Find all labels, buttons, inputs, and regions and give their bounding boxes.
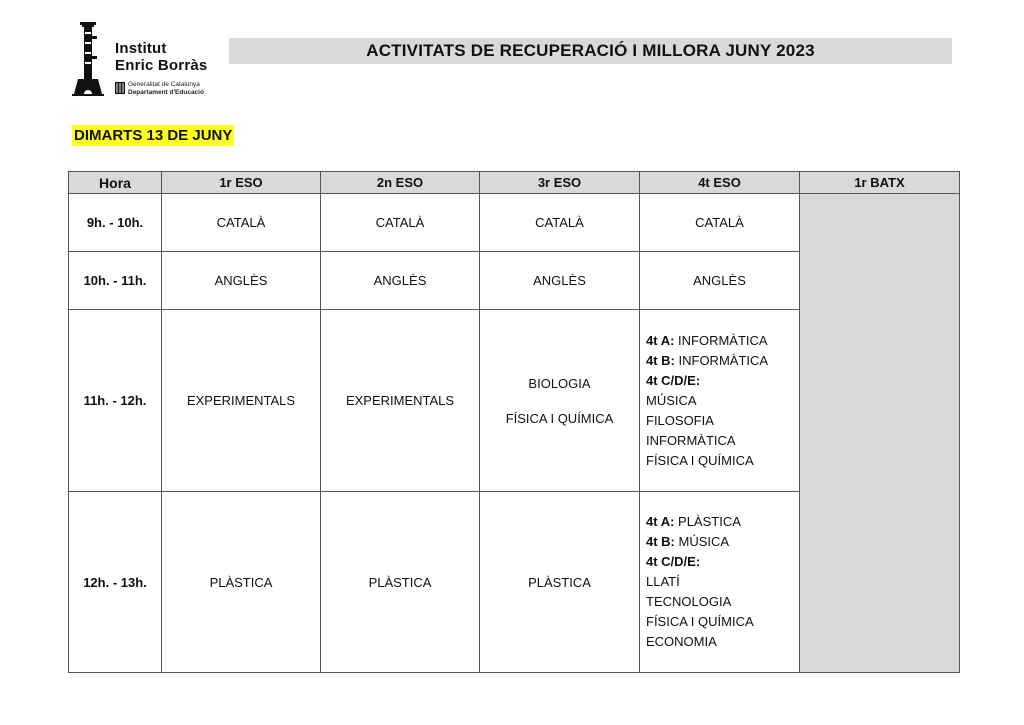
subject-cell: ANGLÈS [480, 252, 640, 310]
subject-line: BIOLOGIA [528, 375, 591, 391]
day-label: DIMARTS 13 DE JUNY [74, 127, 233, 144]
subject-list-line: FILOSOFIA [646, 412, 714, 428]
subject-list-line: FÍSICA I QUÍMICA [646, 452, 754, 468]
group-prefix: 4t B: [646, 352, 675, 368]
subject-cell: CATALÀ [321, 194, 480, 252]
header-3r-eso: 3r ESO [480, 172, 640, 194]
subject-list-line: MÚSICA [646, 392, 697, 408]
generalitat-text [128, 81, 204, 97]
hour-cell: 9h. - 10h. [69, 194, 162, 252]
tower-logo-icon [70, 18, 110, 102]
group-prefix: 4t A: [646, 332, 675, 348]
subject-cell: ANGLÈS [321, 252, 480, 310]
subject-list-line: 4t A: PLÀSTICA [646, 514, 741, 529]
hour-cell: 12h. - 13h. [69, 492, 162, 673]
table-header-row [69, 172, 960, 194]
generalitat-line1: Generalitat de Catalunya [128, 81, 200, 88]
group-prefix: 4t C/D/E: [646, 554, 701, 569]
generalitat-flag-icon [115, 82, 125, 94]
schedule-table [68, 171, 960, 673]
subject-cell: CATALÀ [640, 194, 800, 252]
subject-cell: PLÀSTICA [480, 492, 640, 673]
batx-empty-cell [800, 194, 960, 673]
subject-cell [480, 310, 640, 492]
subject-cell: EXPERIMENTALS [162, 310, 321, 492]
subject-cell: PLÀSTICA [321, 492, 480, 673]
header-1r-eso: 1r ESO [162, 172, 321, 194]
hour-cell: 10h. - 11h. [69, 252, 162, 310]
subject-cell: PLÀSTICA [162, 492, 321, 673]
hour-cell: 11h. - 12h. [69, 310, 162, 492]
header-1r-batx: 1r BATX [800, 172, 960, 194]
subject-cell: EXPERIMENTALS [321, 310, 480, 492]
subject-list-line: 4t B: MÚSICA [646, 534, 730, 549]
subject-list-line: 4t B: INFORMÀTICA [646, 352, 769, 368]
group-prefix: 4t B: [646, 534, 675, 549]
generalitat-line2: Departament d'Educació [128, 89, 204, 96]
subject-line: FÍSICA I QUÍMICA [505, 410, 614, 426]
subject-cell: CATALÀ [162, 194, 321, 252]
line-gap [481, 391, 638, 411]
school-logo [70, 18, 230, 102]
subject-list-line: ECONOMIA [646, 634, 717, 649]
subject-list-line [646, 552, 798, 572]
subject-cell: CATALÀ [480, 194, 640, 252]
table-row [69, 194, 960, 252]
school-name-line2: Enric Borràs [115, 57, 208, 74]
subject-cell: ANGLÈS [162, 252, 321, 310]
header-2n-eso: 2n ESO [321, 172, 480, 194]
subject-list-line: FÍSICA I QUÍMICA [646, 614, 754, 629]
group-prefix: 4t C/D/E: [646, 372, 701, 388]
header-4t-eso: 4t ESO [640, 172, 800, 194]
school-name-line1: Institut [115, 40, 167, 57]
subject-list-line: LLATÍ [646, 574, 680, 589]
subject-list-line: 4t A: INFORMÀTICA [646, 332, 768, 348]
header-hora: Hora [69, 172, 162, 194]
subject-list-line [646, 371, 798, 391]
group-prefix: 4t A: [646, 514, 675, 529]
page-title: ACTIVITATS DE RECUPERACIÓ I MILLORA JUNY 2023 [366, 41, 815, 60]
subject-cell: ANGLÈS [640, 252, 800, 310]
subject-list-line: TECNOLOGIA [646, 594, 732, 609]
subject-list-line: INFORMÀTICA [646, 432, 736, 448]
school-name [115, 40, 207, 74]
subject-list-cell [640, 310, 800, 492]
title-bar [229, 38, 952, 64]
subject-list-cell [640, 492, 800, 673]
